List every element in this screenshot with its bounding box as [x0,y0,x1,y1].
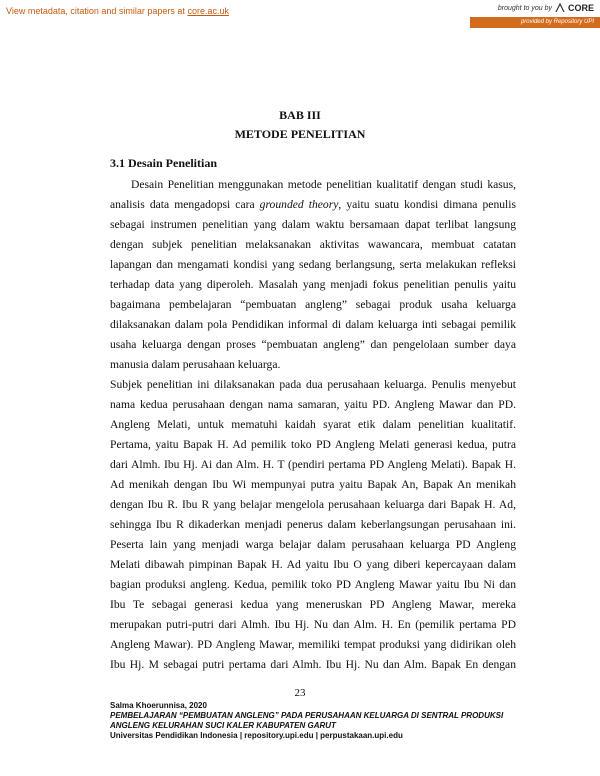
body-line: merupakan putri-putri dari Almh. Ibu Hj. Nu dan Alm. H. En (pemilik pertama PD [110,618,516,631]
provided-by-bar[interactable] [470,17,600,28]
body-line: sebagai instrumen penelitian yang dalam waktu bersamaan dapat terlibat langsung [110,218,516,231]
footer-title-line2: ANGLENG KELURAHAN SUCI KALER KABUPATEN GARUT [110,721,336,730]
body-line: Melati dibawah pimpinan Bapak H. Ad yaitu Ibu O yang diberi kepercayaan dalam [110,558,516,571]
body-line: Ad menikah dengan Ibu Wi mempunyai putra yaitu Bapak An, Bapak An menikah [110,478,516,491]
body-line: bagian produksi angleng. Kedua, pemilik toko PD Angleng Mawar yaitu Ibu Ni dan [110,578,516,591]
body-line: Ibu Hj. M sebagai putri pertama dari Almh. Ibu Hj. Nu dan Alm. Bapak En dengan [110,658,516,671]
body-line: Subjek penelitian ini dilaksanakan pada dua perusahaan keluarga. Penulis menyebut [110,378,516,391]
page-number: 23 [294,687,306,699]
footer-author: Salma Khoerunnisa, 2020 [110,701,207,710]
footer-title-line1: PEMBELAJARAN “PEMBUATAN ANGLENG” PADA PERUSAHAAN KELUARGA DI SENTRAL PRODUKSI [110,711,504,720]
body-line: terhadap data yang diperoleh. Masalah yang menjadi fokus penelitian penulis yaitu [110,278,516,291]
body-line: dilaksanakan dalam pola Pendidikan informal di dalam keluarga inti sebagai pemilik [110,318,516,331]
section-heading: 3.1 Desain Penelitian [110,156,217,170]
body-line: analisis data mengadopsi cara grounded theory, yaitu suatu kondisi dimana penulis [110,198,516,211]
body-line: lapangan dan mengamati kondisi yang sedang berlangsung, serta melakukan refleksi [110,258,516,271]
body-line: nama kedua perusahaan dengan nama samaran, yaitu PD. Angleng Mawar dan PD. [110,398,516,411]
brought-by-text: brought to you by [497,4,552,12]
core-banner [0,0,600,28]
body-line: dengan Ibu R. Ibu R yang belajar mengelola perusahaan keluarga dari Bapak H. Ad, [110,498,516,511]
body-line: usaha keluarga dengan proses “pembuatan angleng” dan pengelolaan sumber daya [110,338,516,351]
chapter-number: BAB III [279,108,321,122]
body-line: Angleng Mawar). PD Angleng Mawar, memiliki tempat produksi yang didirikan oleh [110,638,516,651]
body-line: sehingga Ibu R dikaderkan menjadi penerus dalam keberlangsungan perusahaan ini. [110,518,516,531]
body-line: Desain Penelitian menggunakan metode penelitian kualitatif dengan studi kasus, [131,178,516,191]
body-line: manusia dalam perusahaan keluarga. [110,358,281,371]
body-line: bagaimana pembelajaran “pembuatan angleng” sebagai produk usaha keluarga [110,298,516,311]
core-link-text: View metadata, citation and similar papers at [6,6,188,16]
core-logo-icon [555,3,565,13]
chapter-title: METODE PENELITIAN [234,127,366,141]
body-line: dengan subjek penelitian melaksanakan aktivitas wawancara, membuat catatan [110,238,516,251]
core-metadata-link[interactable] [6,6,229,16]
core-link-url[interactable]: core.ac.uk [187,6,229,16]
body-line: dari Almh. Ibu Hj. Ai dan Alm. H. T (pendiri pertama PD Angleng Melati). Bapak H. [110,458,516,471]
body-line: Peserta lain yang menjadi warga belajar dalam perusahaan keluarga PD Angleng [110,538,516,551]
body-line: Angleng Melati, untuk mematuhi kaidah syarat etik dalam penelitian kualitatif. [110,418,516,431]
footer-institution: Universitas Pendidikan Indonesia | repository.upi.edu | perpustakaan.upi.edu [110,731,403,740]
body-line: Ibu Te sebagai generasi kedua yang meneruskan PD Angleng Mawar, mereka [110,598,516,611]
core-brought-by[interactable] [498,3,594,13]
italic-term: grounded theory [259,198,339,211]
body-line: Pertama, yaitu Bapak H. Ad pemilik toko PD Angleng Melati generasi kedua, putra [110,438,516,451]
core-brand: CORE [567,3,594,13]
provided-by-text: provided by Repository UPI [520,19,594,25]
